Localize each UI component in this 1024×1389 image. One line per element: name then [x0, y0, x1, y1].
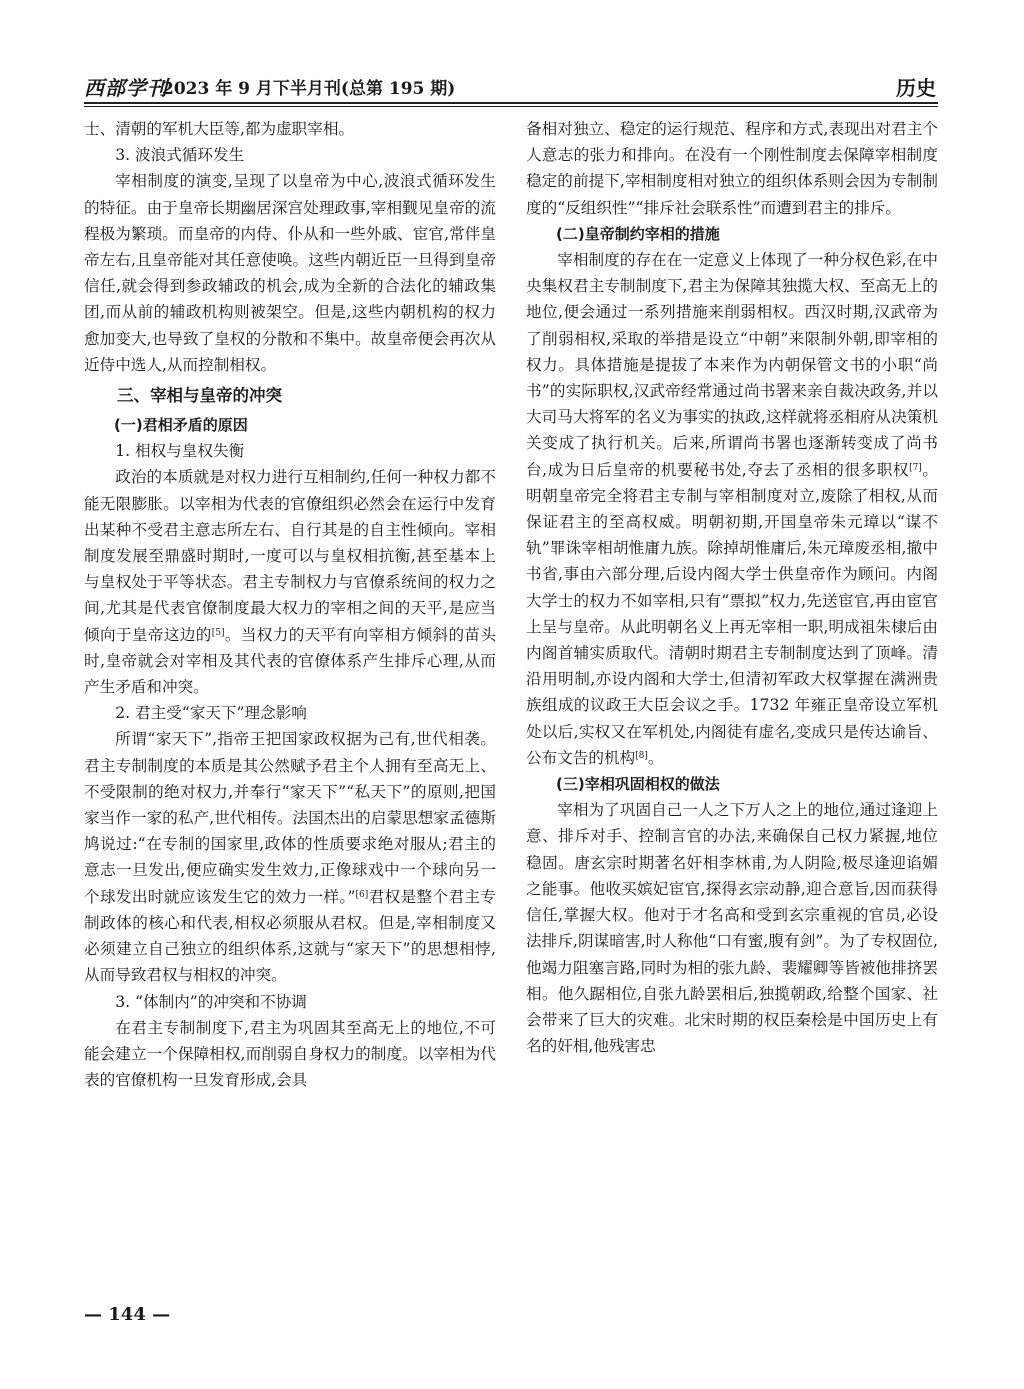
paragraph [526, 247, 938, 771]
paragraph [84, 726, 496, 988]
journal-logo: 西部学刊 [84, 76, 168, 100]
paragraph: 宰相为了巩固自己一人之下万人之上的地位,通过逢迎上意、排斥对手、控制言官的办法,来确保自己权力紧握,地位稳固。唐玄宗时期著名奸相李林甫,为人阴险,极尽逢迎谄媚之能事。他收买嫔妃宦官,探得玄宗动静,迎合意旨,因而获得信任,掌握大权。他对于才名高和受到玄宗重视的官员,必设法排斥,阴谋暗害,时人称他“口有蜜,腹有剑”。为了专权固位,他竭力阻塞言路,同时为相的张九龄、裴耀卿等皆被他排挤罢相。他久踞相位,自张九龄罢相后,独揽朝政,给整个国家、社会带来了巨大的灾难。北宋时期的权臣秦桧是中国历史上有名的奸相,他残害忠 [526, 801, 938, 1056]
text: 。明朝皇帝完全将君主专制与宰相制度对立,废除了相权,从而保证君主的至高权威。明朝初期,开国皇帝朱元璋以“谋不轨”罪诛宰相胡惟庸九族。除掉胡惟庸后,朱元璋废丞相,撤中书省,事由六部分理,后设内阁大学士供皇帝作为顾问。内阁大学士的权力不如宰相,只有“票拟”权力,先送宦官,再由宦官上呈与皇帝。从此明朝名义上再无宰相一职,明成祖朱棣后由内阁首辅实质取代。清朝时期君主专制制度达到了顶峰。清沿用明制,亦设内阁和大学士,但清初军政大权掌握在满洲贵族组成的议政王大臣会议之手。1732 年雍正皇帝设立军机处以后,实权又在军机处,内阁徒有虚名,变成只是传达谕旨、公布文告的机构 [526, 460, 938, 767]
subheading: 2. 君主受“家天下”理念影响 [115, 704, 307, 723]
text: 。当权力的天平有向宰相方倾斜的苗头时,皇帝就会对宰相及其代表的官僚体系产生排斥心理,从而产生矛盾和冲突。 [84, 625, 496, 697]
text: 君权是整个君主专制政体的核心和代表,相权必须服从君权。但是,宰相制度又必须建立自己独立的组织体系,这就与“家天下”的思想相悖,从而导致君权与相权的冲突。 [84, 887, 496, 985]
right-column [526, 116, 938, 1059]
subsection-heading: (三)宰相巩固相权的做法 [556, 775, 720, 794]
subsection-heading: (二)皇帝制约宰相的措施 [556, 224, 720, 243]
citation: [6] [355, 889, 369, 900]
subsection-heading: (一)君相矛盾的原因 [114, 416, 248, 435]
page-number: — 144 — [84, 1304, 171, 1325]
citation: [8] [635, 750, 648, 761]
text: 所谓“家天下”,指帝王把国家政权据为己有,世代相袭。君主专制制度的本质是其公然赋予君主个人拥有至高无上、不受限制的绝对权力,并奉行“家天下”“私天下”的原则,把国家当作一家的私产,世代相传。法国杰出的启蒙思想家孟德斯鸠说过:“在专制的国家里,政体的性质要求绝对服从;君主的意志一旦发出,便应确实发生效力,正像球戏中一个球向另一个球发出时就应该发生它的效力一样。” [84, 730, 496, 906]
paragraph: 在君主专制制度下,君主为巩固其至高无上的地位,不可能会建立一个保障相权,而削弱自身权力的制度。以宰相为代表的官僚机构一旦发育形成,会具 [84, 1018, 496, 1090]
text: 。 [647, 748, 664, 767]
subheading: 3. “体制内”的冲突和不协调 [115, 992, 307, 1011]
citation: [5] [211, 627, 225, 638]
left-column [84, 116, 496, 1093]
header-rule-thin [84, 106, 938, 107]
text: 政治的本质就是对权力进行互相制约,任何一种权力都不能无限膨胀。以宰相为代表的官僚组织必然会在运行中发育出某种不受君主意志所左右、自行其是的自主性倾向。宰相制度发展至鼎盛时期时,一度可以与皇权相抗衡,甚至基本上与皇权处于平等状态。君主专制权力与官僚系统间的权力之间,尤其是代表官僚制度最大权力的宰相之间的天平,是应当倾向于皇帝这边的 [84, 468, 496, 644]
citation: [7] [909, 462, 922, 473]
subheading: 3. 波浪式循环发生 [115, 146, 245, 165]
paragraph [84, 464, 496, 700]
paragraph: 宰相制度的演变,呈现了以皇帝为中心,波浪式循环发生的特征。由于皇帝长期幽居深宫处理政事,宰相觐见皇帝的流程极为繁琐。而皇帝的内侍、仆从和一些外戚、宦官,常伴皇帝左右,且皇帝能对其任意使唤。这些内朝近臣一旦得到皇帝信任,就会得到参政辅政的机会,成为全新的合法化的辅政集团,而从前的辅政机构则被架空。但是,这些内朝机构的权力愈加变大,也导致了皇权的分散和不集中。故皇帝便会再次从近侍中选人,从而控制相权。 [84, 172, 496, 374]
header-rule-thick [84, 102, 938, 104]
paragraph: 备相对独立、稳定的运行规范、程序和方式,表现出对君主个人意志的张力和排向。在没有一个刚性制度去保障宰相制度稳定的前提下,宰相制度相对独立的组织体系则会因为专制制度的“反组织性”“排斥社会联系性”而遭到君主的排斥。 [526, 120, 938, 217]
paragraph: 士、清朝的军机大臣等,都为虚职宰相。 [84, 120, 355, 138]
section-name: 历史 [896, 76, 936, 100]
text: 宰相制度的存在在一定意义上体现了一种分权色彩,在中央集权君主专制制度下,君主为保障其独揽大权、至高无上的地位,便会通过一系列措施来削弱相权。西汉时期,汉武帝为了削弱相权,采取的举措是设立“中朝”来限制外朝,即宰相的权力。具体措施是提拔了本来作为内朝保管文书的小职“尚书”的实际职权,汉武帝经常通过尚书署来亲自裁决政务,并以大司马大将军的名义为事实的执政,这样就将丞相府从决策机关变成了执行机关。后来,所谓尚书署也逐渐转变成了尚书台,成为日后皇帝的机要秘书处,夺去了丞相的很多职权 [526, 251, 938, 479]
subheading: 1. 相权与皇权失衡 [115, 442, 245, 461]
running-header [84, 70, 938, 100]
section-heading: 三、宰相与皇帝的冲突 [117, 386, 282, 406]
issue-info: 2023 年 9 月下半月刊(总第 195 期) [162, 79, 456, 99]
